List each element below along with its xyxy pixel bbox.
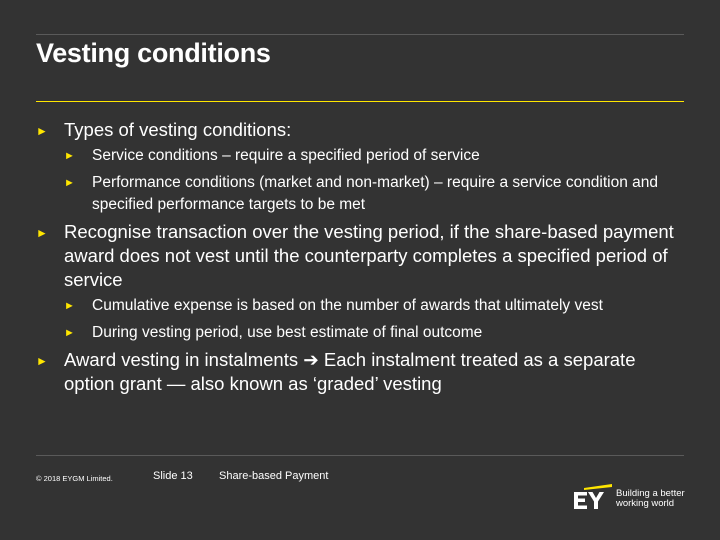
copyright-text: © 2018 EYGM Limited. [36, 474, 113, 483]
sub-bullet-text: Service conditions – require a specified period of service [92, 147, 480, 164]
triangle-right-icon: ► [64, 300, 75, 312]
sub-bullet-list [64, 145, 676, 216]
title-underline [36, 101, 684, 102]
bullet-text: Award vesting in instalments ➔ Each instalment treated as a separate option grant — also known as ‘graded’ vesting [64, 349, 636, 394]
triangle-right-icon: ► [64, 150, 75, 162]
sub-bullet-item [64, 295, 676, 317]
bullet-item [36, 348, 676, 396]
tagline-line-1: Building a better [616, 488, 685, 499]
sub-bullet-list [64, 295, 676, 344]
sub-bullet-item [64, 145, 676, 167]
bullet-text: Types of vesting conditions: [64, 119, 292, 140]
sub-bullet-text: During vesting period, use best estimate of final outcome [92, 324, 483, 341]
ey-logo [572, 484, 692, 512]
bullet-item [36, 118, 676, 216]
sub-bullet-item [64, 172, 676, 216]
bullet-list [36, 118, 676, 396]
triangle-right-icon: ► [64, 327, 75, 339]
slide-topic: Share-based Payment [219, 470, 329, 482]
logo-tagline [616, 489, 685, 509]
footer-divider [36, 455, 684, 456]
bullet-text: Recognise transaction over the vesting period, if the share-based payment award does not vest until the counterparty completes a specified period of service [64, 221, 674, 290]
sub-bullet-text: Cumulative expense is based on the number of awards that ultimately vest [92, 297, 603, 314]
tagline-line-2: working world [616, 498, 675, 509]
slide-title: Vesting conditions [36, 38, 271, 68]
sub-bullet-text: Performance conditions (market and non-market) – require a service condition and specified performance targets to be met [92, 174, 659, 213]
triangle-right-icon: ► [36, 354, 48, 368]
triangle-right-icon: ► [36, 226, 48, 240]
ey-logo-mark-icon [572, 484, 616, 512]
sub-bullet-item [64, 322, 676, 344]
triangle-right-icon: ► [64, 177, 75, 189]
top-divider [36, 34, 684, 35]
bullet-item [36, 220, 676, 344]
slide-number: Slide 13 [153, 470, 193, 482]
triangle-right-icon: ► [36, 124, 48, 138]
